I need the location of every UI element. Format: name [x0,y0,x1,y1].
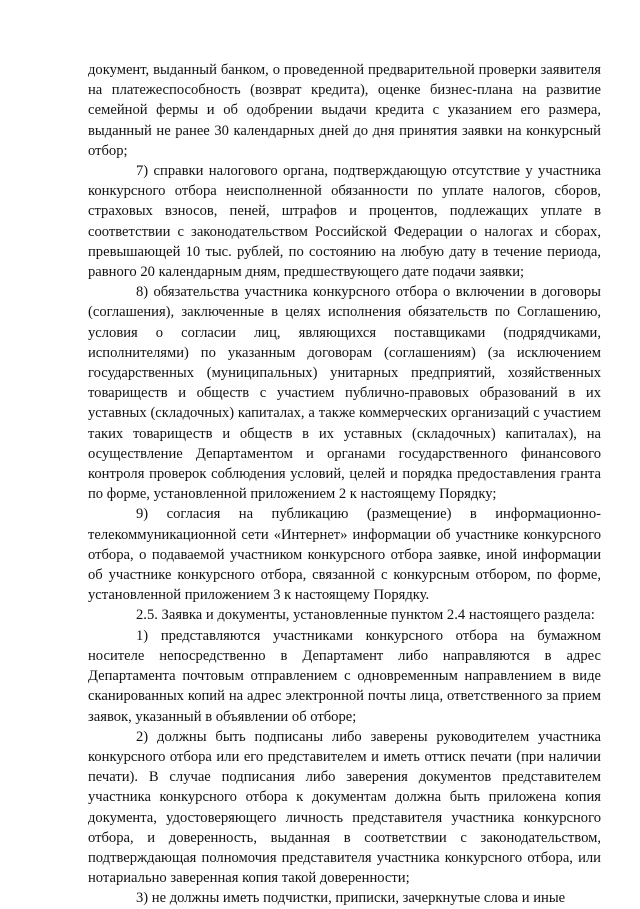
paragraph-subitem-3: 3) не должны иметь подчистки, приписки, зачеркнутые слова и иные [136,890,566,907]
paragraph-item-8: 8) обязательства участника конкурсного отбора о включении в договоры (соглашения), заключенные в целях исполнения обязательств по Соглашению, условия о согласии лиц, являющихся поставщиками (подрядчиками, исполнителями) по указанным договорам (соглашениям) (за исключением государственных (муниципальных) унитарных предприятий, хозяйственных товариществ и обществ с участием публично-правовых образований в их уставных (складочных) капиталах, а также коммерческих организаций с участием таких товариществ и обществ в их уставных (складочных) капиталах), на осуществление Департаментом и органами государственного финансового контроля проверок соблюдения условий, целей и порядка предоставления гранта по форме, установленной приложением 2 к настоящему Порядку; [88,284,601,503]
document-page [88,60,601,909]
paragraph-item-7: 7) справки налогового органа, подтверждающую отсутствие у участника конкурсного отбора неисполненной обязанности по уплате налогов, сборов, страховых взносов, пеней, штрафов и процентов, подлежащих уплате в соответствии с законодательством Российской Федерации о налогах и сборах, превышающей 10 тыс. рублей, по состоянию на любую дату в течение периода, равного 20 календарным дням, предшествующего дате подачи заявки; [88,163,601,281]
paragraph-subitem-2: 2) должны быть подписаны либо заверены руководителем участника конкурсного отбора или его представителем и иметь оттиск печати (при наличии печати). В случае подписания либо заверения документов представителем участника конкурсного отбора к документам должна быть приложена копия документа, удостоверяющего личность представителя участника конкурсного отбора, и доверенность, выданная в соответствии с законодательством, подтверждающая полномочия представителя участника конкурсного отбора, или нотариально заверенная копия такой доверенности; [88,728,601,887]
paragraph-continuation: документ, выданный банком, о проведенной предварительной проверки заявителя на платежеспособность (возврат кредита), оценке бизнес-плана на развитие семейной фермы и об одобрении выдачи кредита с указанием его размера, выданный не ранее 30 календарных дней до дня принятия заявки на конкурсный отбор; [88,62,601,159]
paragraph-subitem-1: 1) представляются участниками конкурсного отбора на бумажном носителе непосредственно в Департамент либо направляются в адрес Департамента почтовым отправлением с одновременным направлением в виде сканированных копий на адрес электронной почты лица, ответственного за прием заявок, указанный в объявлении об отборе; [88,627,601,725]
paragraph-section-2-5: 2.5. Заявка и документы, установленные пунктом 2.4 настоящего раздела: [136,607,595,624]
paragraph-item-9: 9) согласия на публикацию (размещение) в информационно-телекоммуникационной сети «Интернет» информации об участнике конкурсного отбора, о подаваемой участником конкурсного отбора заявке, иной информации об участнике конкурсного отбора, связанной с конкурсным отбором, по форме, установленной приложением 3 к настоящему Порядку. [88,506,601,604]
